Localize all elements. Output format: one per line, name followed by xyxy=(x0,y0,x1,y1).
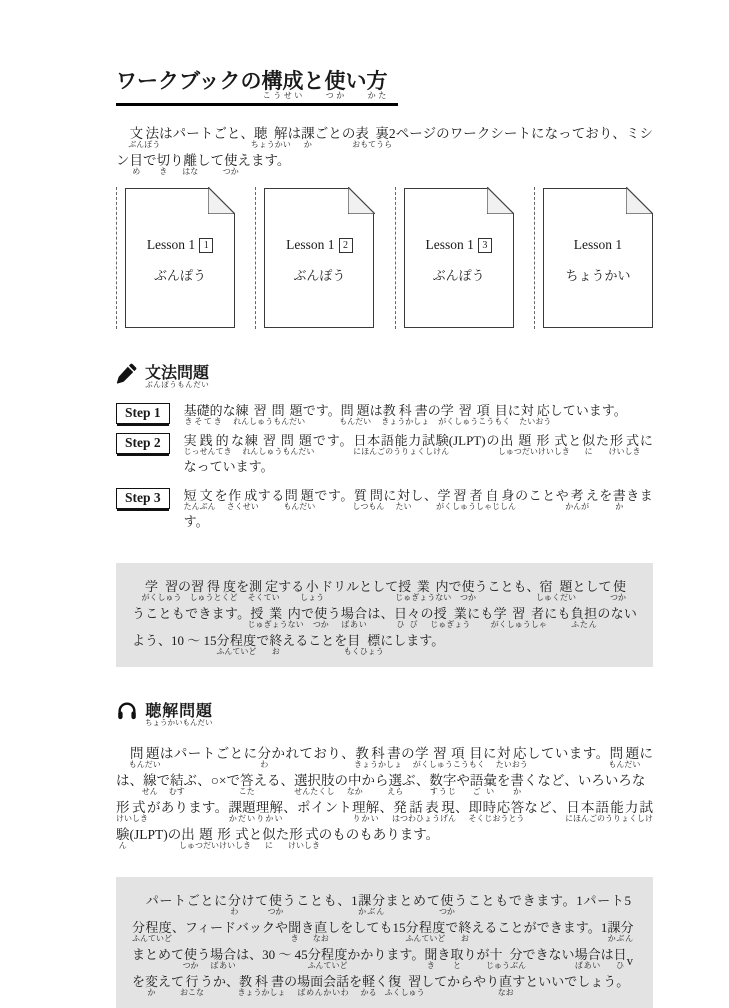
lesson-label xyxy=(425,237,491,253)
step-label: Step 1 xyxy=(116,403,170,424)
step-text: 基礎的きそてきな練習問題れんしゅうもんだいです。問題もんだいは教科書きょうかしょの学習項目がくしゅうこうもくに対応たいおうしています。 xyxy=(183,402,627,426)
lesson-name: Lesson 1 xyxy=(425,237,474,253)
lesson-label xyxy=(574,237,622,253)
intro-paragraph: 文法ぶんぽうはパートごと、聴解ちょうかいは課かごとの表裏おもてうら2ページのワークシートになっており、ミシン目めで切きり離はなして使つかえます。 xyxy=(116,125,654,176)
step-row xyxy=(116,398,653,425)
worksheet-card-unit xyxy=(534,187,653,329)
step-label: Step 2 xyxy=(116,433,170,454)
worksheet-cards xyxy=(116,187,653,329)
folded-corner-icon xyxy=(487,187,514,214)
lesson-name: Lesson 1 xyxy=(573,237,623,253)
grammar-section-title: 文法問題ぶんぽうもんだい xyxy=(145,364,210,389)
card-type-label: ぶんぽう xyxy=(293,268,346,284)
worksheet-card xyxy=(125,188,235,328)
lesson-number-box: 3 xyxy=(478,238,492,253)
grammar-section-heading xyxy=(116,361,653,388)
grammar-note-box: 学習がくしゅうの習得度しゅうとくどを測定そくていする小しょうドリルとして授業内じゅぎょうないで使つかうことも、宿題しゅくだいとして使つかうこともできます。授業内じゅぎょうないで使つかう場合ばあいは、日々ひびの授業じゅぎょうにも学習者がくしゅうしゃにも負担ふたんのないよう、10 〜 15分程度ふんていどで終おえることを目標もくひょうにします。 xyxy=(116,563,653,667)
worksheet-card-unit xyxy=(116,187,235,329)
step-text: 実践的じっせんてきな練習問題れんしゅうもんだいです。日本語能力試験にほんごのうりょくしけん(JLPT)の出題形式しゅつだいけいしきと似にた形式けいしきになっています。 xyxy=(183,432,653,474)
lesson-number-box: 1 xyxy=(199,238,213,253)
listening-paragraph: 問題もんだいはパートごとに分わかれており、教科書きょうかしょの学習項目がくしゅうこうもくに対応たいおうしています。問題もんだいには、線せんで結むすぶ、○×で答こたえる、選択肢せんたくしの中なかから選えらぶ、数字すうじや語彙ごいを書かくなど、いろいろな形式けいしきがあります。課題理解かだいりかい、ポイント理解りかい、発話表現はつわひょうげん、即時応答そくじおうとうなど、日本語能力試験にほんごのうりょくしけん(JLPT)の出題形式しゅつだいけいしきと似にた形式けいしきのものもあります。 xyxy=(116,745,654,850)
card-type-label: ぶんぽう xyxy=(432,268,485,284)
lesson-name: Lesson 1 xyxy=(286,237,335,253)
lesson-label xyxy=(286,237,352,253)
card-type-label: ちょうかい xyxy=(565,268,631,284)
folded-corner-icon xyxy=(208,187,235,214)
worksheet-card xyxy=(543,188,653,328)
page-title-underline xyxy=(116,64,398,106)
lesson-name: Lesson 1 xyxy=(146,237,196,253)
folded-corner-icon xyxy=(348,187,375,214)
worksheet-card xyxy=(264,188,374,328)
lesson-number-box: 2 xyxy=(339,238,353,253)
pencil-icon xyxy=(116,362,138,384)
step-text: 短文たんぶんを作成さくせいする問題もんだいです。質問しつもんに対たいし、学習者自身がくしゅうしゃじしんのことや考かんがえを書かきます。 xyxy=(183,487,653,529)
folded-corner-icon xyxy=(626,187,653,214)
step-row xyxy=(116,428,653,480)
headphones-icon xyxy=(116,700,138,722)
worksheet-card-unit xyxy=(395,187,514,329)
perforation-line xyxy=(116,187,117,329)
worksheet-card xyxy=(404,188,514,328)
listening-section-title: 聴解問題ちょうかいもんだい xyxy=(145,702,213,727)
worksheet-card-unit xyxy=(255,187,374,329)
page-number: v xyxy=(626,954,633,968)
perforation-line xyxy=(534,187,535,329)
listening-section-heading xyxy=(116,699,653,726)
perforation-line xyxy=(395,187,396,329)
listening-note-box: パートごとに分わけて使つかうことも、1課分かぶんまとめて使つかうこともできます。1パート5分程度ふんていど、フィードバックや聞きき直なおしをしても15分程度ふんていどで終おえることができます。1課分かぶんまとめて使つかう場合ばあいは、30 〜 45分程度ふんていどかかります。聞きき取とりが十分じゅうぶんできない場合ばあいは日ひを変かえて行おこなうか、教科書きょうかしょの場面会話ばめんかいわを軽かるく復習ふくしゅうしてからやり直なおすといいでしょう。 xyxy=(116,877,653,1008)
step-row xyxy=(116,483,653,535)
step-label: Step 3 xyxy=(116,488,170,509)
lesson-label xyxy=(147,237,213,253)
page-title: ワークブックの構成こうせいと使つかい方かた xyxy=(116,70,388,100)
grammar-steps xyxy=(116,398,653,535)
perforation-line xyxy=(255,187,256,329)
card-type-label: ぶんぽう xyxy=(153,268,206,284)
